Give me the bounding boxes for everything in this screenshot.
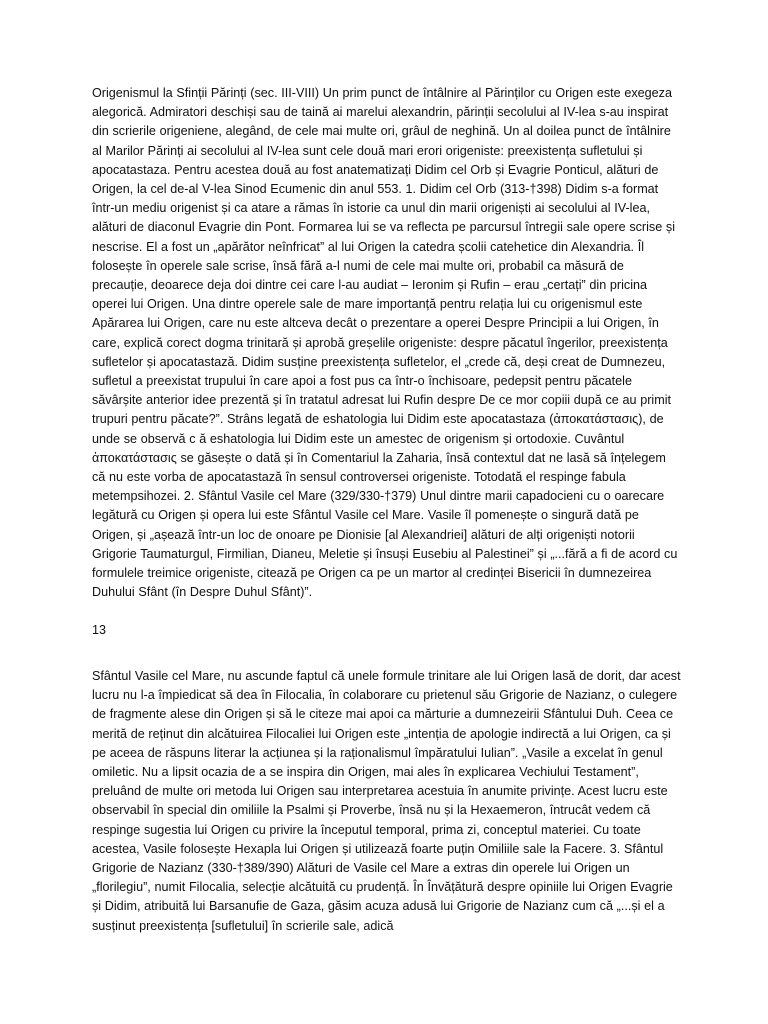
body-paragraph-continued: Sfântul Vasile cel Mare, nu ascunde faptul că unele formule trinitare ale lui Origen lasă de dorit, dar acest lucru nu l-a împiedicat să dea în Filocalia, în colaborare cu prietenul său Grigorie de Nazianz, o culegere de fragmente alese din Origen și să le citeze mai apoi ca mărturie a dumnezeirii Sfântului Duh. Ceea ce merită de reținut din alcătuirea Filocaliei lui Origen este „intenția de apologie indirectă a lui Origen, ca și pe aceea de răspuns literar la acțiunea și la raționalismul împăratului Iulian”. „Vasile a excelat în genul omiletic. Nu a lipsit ocazia de a se inspira din Origen, mai ales în explicarea Vechiului Testament”, preluând de multe ori metoda lui Origen sau interpretarea acestuia în anumite privințe. Acest lucru este observabil în special din omiliile la Psalmi și Proverbe, însă nu și la Hexaemeron, întrucât vedem că respinge sugestia lui Origen cu privire la începutul temporal, prima zi, conceptul materiei. Cu toate acestea, Vasile folosește Hexapla lui Origen și utilizează foarte puțin Omiliile sale la Facere. 3. Sfântul Grigorie de Nazianz (330-†389/390) Alături de Vasile cel Mare a extras din operele lui Origen un „florilegiu”, numit Filocalia, selecție alcătuită cu prudență. În Învățătură despre opiniile lui Origen Evagrie și Didim, atribuită lui Barsanufie de Gaza, găsim acuza adusă lui Grigorie de Nazianz cum că „...și el a susținut preexistența [sufletului] în scrierile sale, adică: [92, 669, 681, 933]
document-page-upper: [92, 84, 682, 640]
page-number: 13: [92, 623, 107, 638]
body-paragraph: Origenismul la Sfinții Părinți (sec. III-VIII) Un prim punct de întâlnire al Părinților cu Origen este exegeza alegorică. Admiratori deschiși sau de taină ai marelui alexandrin, părinții secolului al IV-lea s-au inspirat din scrierile origeniene, alegând, de cele mai multe ori, grâul de neghină. Un al doilea punct de întâlnire al Marilor Părinți ai secolului al IV-lea sunt cele două mari erori origeniste: preexistența sufletului și apocatastaza. Pentru acestea două au fost anatematizați Didim cel Orb și Evagrie Ponticul, alături de Origen, la cel de-al V-lea Sinod Ecumenic din anul 553. 1. Didim cel Orb (313-†398) Didim s-a format într-un mediu origenist și ca atare a rămas în istorie ca unul din marii origeniști ai secolului al IV-lea, alături de diaconul Evagrie din Pont. Formarea lui se va reflecta pe parcursul întregii sale opere scrise și nescrise. El a fost un „apărător neînfricat” al lui Origen la catedra școlii catehetice din Alexandria. Îl folosește în operele sale scrise, însă fără a-l numi de cele mai multe ori, probabil ca măsură de precauție, deoarece deja doi dintre cei care l-au audiat – Ieronim și Rufin – erau „certați” din pricina operei lui Origen. Una dintre operele sale de mare importanță pentru relația lui cu origenismul este Apărarea lui Origen, care nu este altceva decât o prezentare a operei Despre Principii a lui Origen, în care, explică corect dogma trinitară și aprobă greșelile origeniste: despre păcatul îngerilor, preexistența sufletelor și apocatastază. Didim susține preexistența sufletelor, el „crede că, deși creat de Dumnezeu, sufletul a preexistat trupului în care apoi a fost pus ca într-o închisoare, pedepsit pentru păcatele săvârșite anterior idee prezentă și în tratatul adresat lui Rufin despre De ce mor copiii după ce au primit trupuri pentru păcate?”. Strâns legată de eshatologia lui Didim este apocatastaza (ἀποκατάστασις), de unde se observă c ă eshatologia lui Didim este un amestec de origenism și ortodoxie. Cuvântul ἀποκατάστασις se găsește o dată și în Comentariul la Zaharia, însă contextul dat ne lasă să înțelegem că nu este vorba de apocatastază în sensul controversei origeniste. Totodată el respinge fabula metempsihozei. 2. Sfântul Vasile cel Mare (329/330-†379) Unul dintre marii capadocieni cu o oarecare legătură cu Origen și opera lui este Sfântul Vasile cel Mare. Vasile îl pomenește o singură dată pe Origen, și „așează într-un loc de onoare pe Dionisie [al Alexandriei] alături de alți origeniști notorii Grigorie Taumaturgul, Firmilian, Dianeu, Meletie și însuși Eusebiu al Palestinei” și „...fără a fi de acord cu formulele treimice origeniste, citează pe Origen ca pe un martor al credinței Bisericii în dumnezeirea Duhului Sfânt (în Despre Duhul Sfânt)”.: [92, 86, 678, 600]
document-page-lower: [92, 667, 682, 936]
